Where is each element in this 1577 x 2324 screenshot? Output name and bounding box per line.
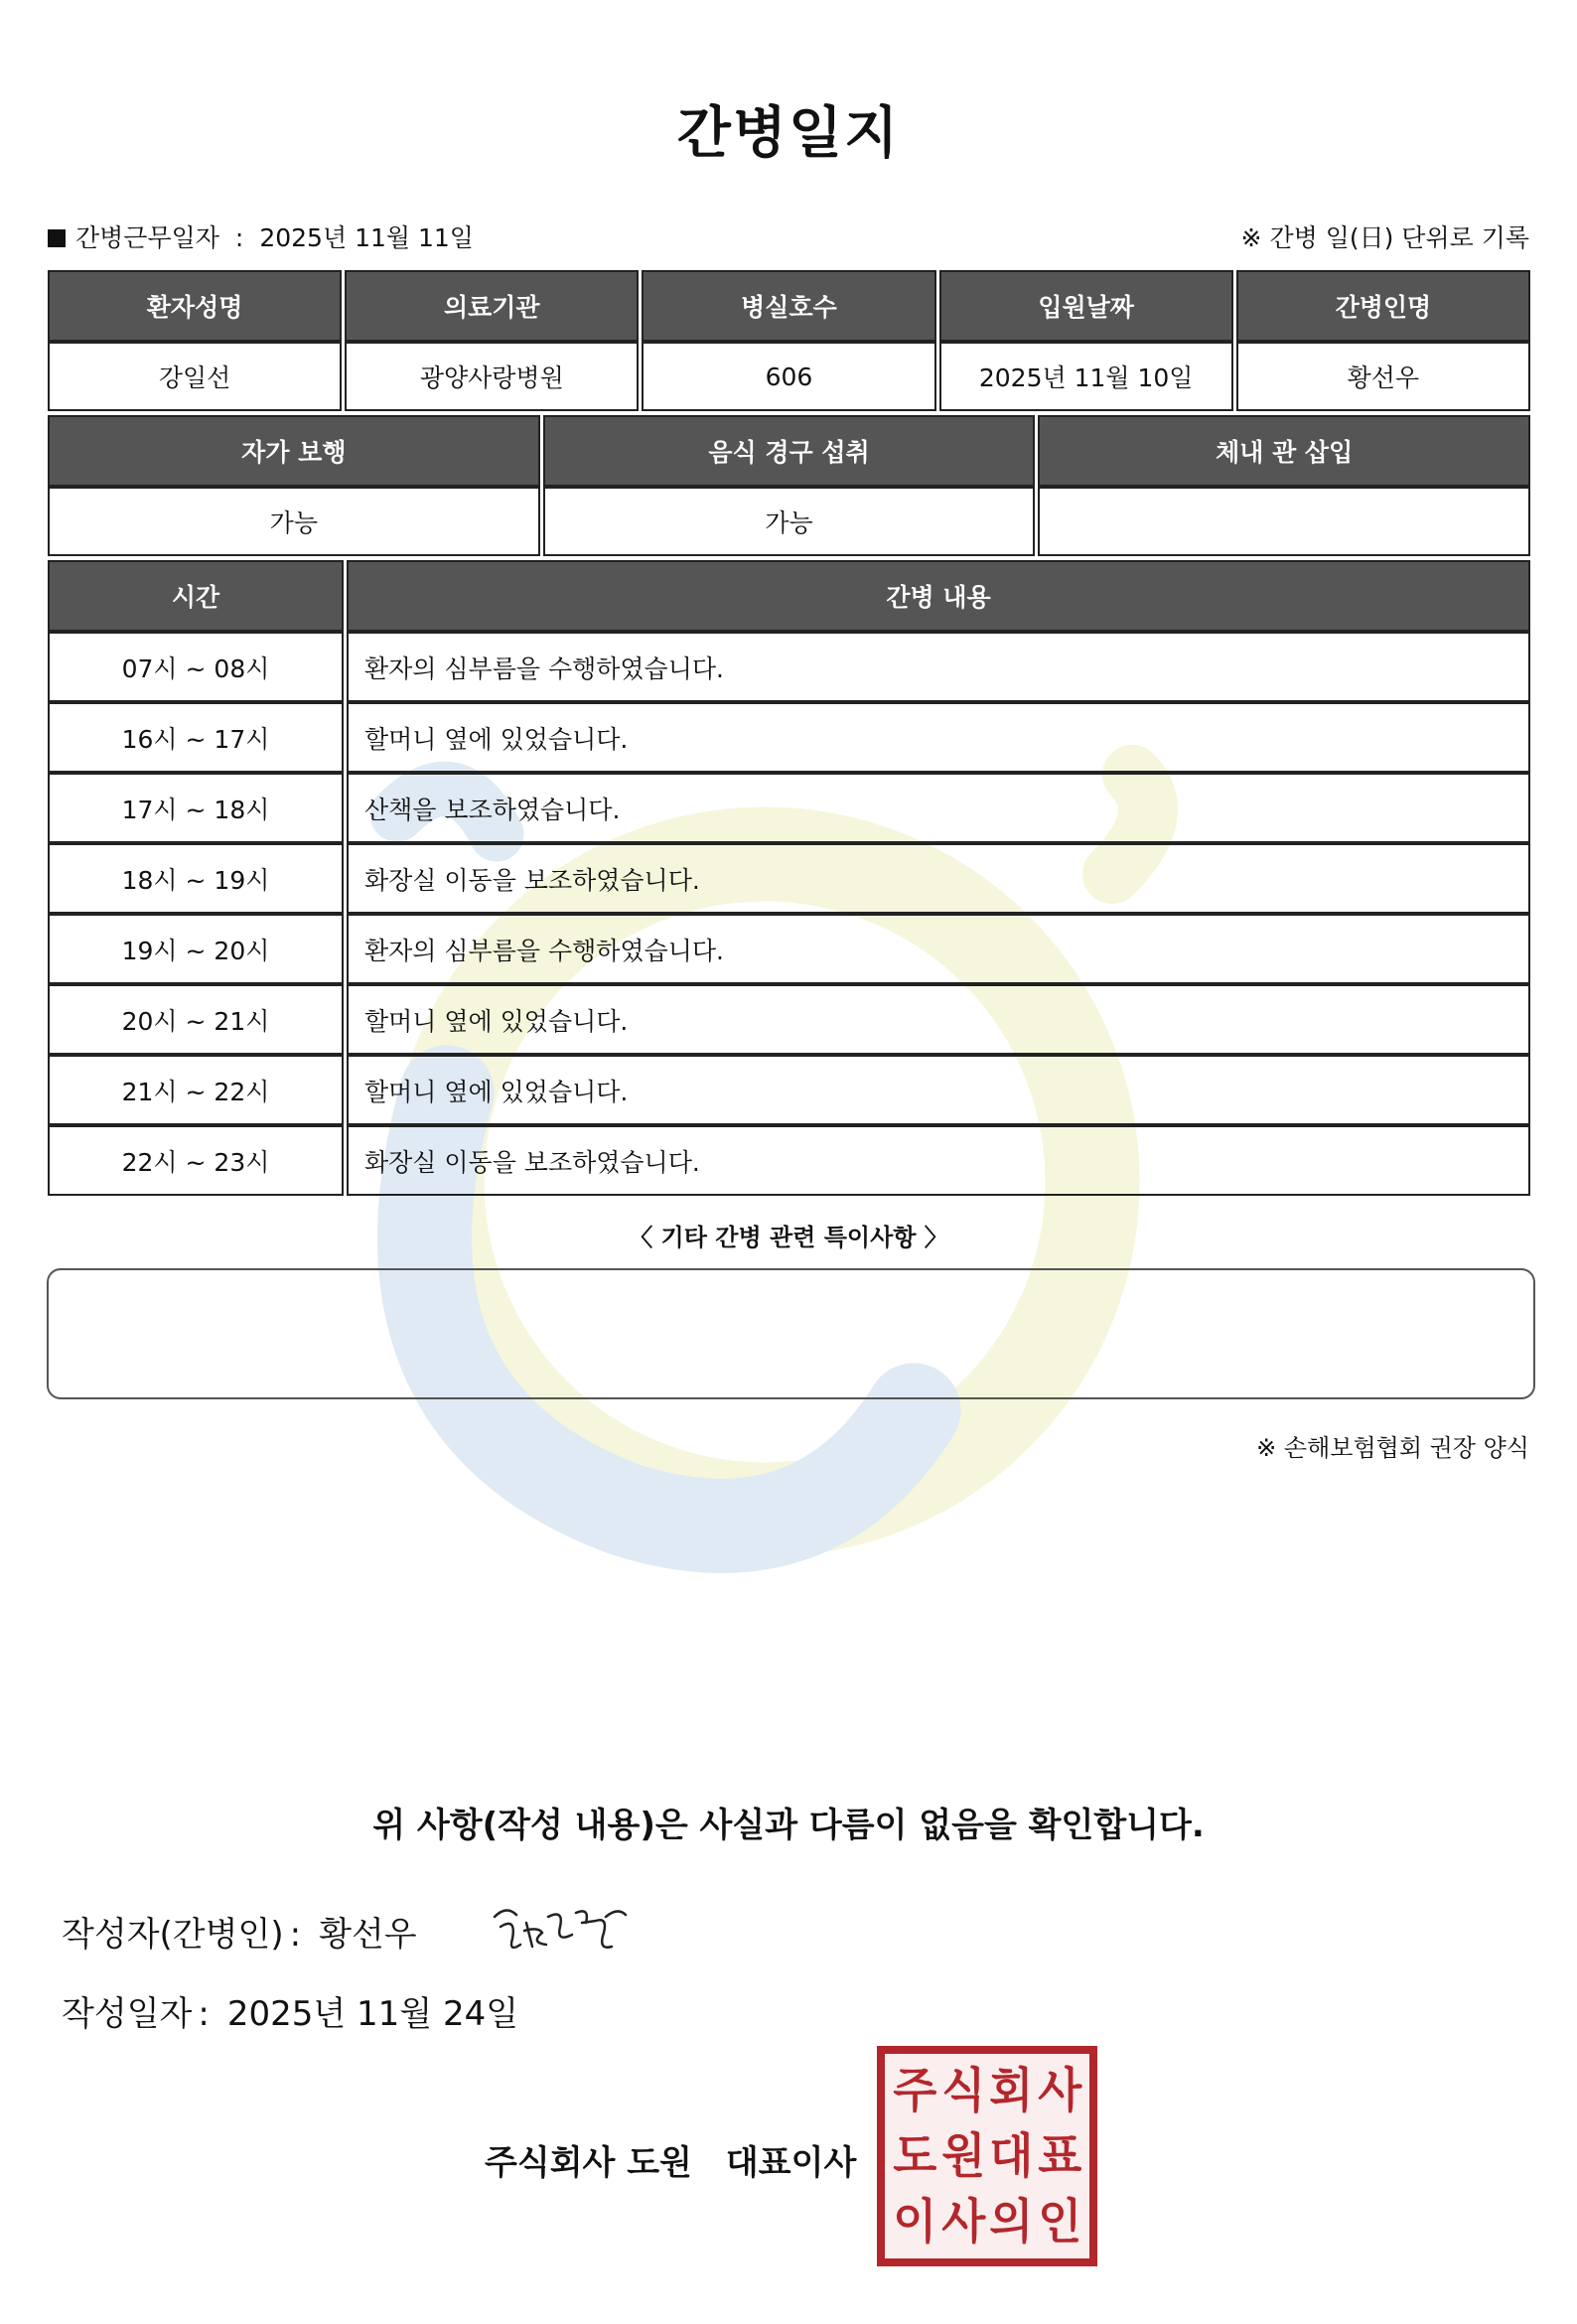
room-number: 606: [642, 342, 935, 411]
work-date-colon: :: [234, 223, 244, 252]
company-title: 대표이사: [725, 2143, 857, 2183]
seal-character: 사: [1037, 2063, 1081, 2118]
log-content: 환자의 심부름을 수행하였습니다.: [347, 632, 1530, 702]
log-time: 18시 ~ 19시: [48, 843, 344, 914]
header-oral-intake: 음식 경구 섭취: [543, 415, 1036, 487]
work-date-value: 2025년 11월 11일: [259, 223, 474, 252]
company-line: [485, 2135, 856, 2184]
header-admission-date: 입원날짜: [939, 270, 1233, 342]
association-note: ※ 손해보험협회 권장 양식: [1256, 1434, 1529, 1462]
log-time: 16시 ~ 17시: [48, 702, 344, 773]
header-tube-insertion: 체내 관 삽입: [1038, 415, 1530, 487]
table-row: [48, 914, 1530, 984]
log-content: 화장실 이동을 보조하였습니다.: [347, 1125, 1530, 1196]
seal-character: 사: [940, 2194, 985, 2250]
log-content: 화장실 이동을 보조하였습니다.: [347, 843, 1530, 914]
unit-note: ※ 간병 일(日) 단위로 기록: [1240, 223, 1529, 252]
seal-character: 대: [989, 2128, 1034, 2184]
document-title: 간병일지: [676, 101, 901, 166]
self-walking-value: 가능: [48, 487, 540, 556]
log-time: 19시 ~ 20시: [48, 914, 344, 984]
log-time: 21시 ~ 22시: [48, 1055, 344, 1125]
seal-character: 회: [989, 2063, 1034, 2118]
square-bullet-icon: [48, 229, 66, 247]
tube-insertion-value: [1038, 487, 1530, 556]
oral-intake-value: 가능: [543, 487, 1036, 556]
work-date-label: 간병근무일자: [75, 223, 219, 252]
table-row: [48, 1125, 1530, 1196]
header-room-number: 병실호수: [642, 270, 935, 342]
header-care-content: 간병 내용: [347, 560, 1530, 632]
log-time: 22시 ~ 23시: [48, 1125, 344, 1196]
table-row: [48, 1055, 1530, 1125]
company-seal-stamp: [877, 2046, 1097, 2266]
log-content: 환자의 심부름을 수행하였습니다.: [347, 914, 1530, 984]
table-row: [48, 632, 1530, 702]
header-self-walking: 자가 보행: [48, 415, 540, 487]
log-time: 20시 ~ 21시: [48, 984, 344, 1055]
write-date-value: 2025년 11월 24일: [226, 1994, 519, 2034]
patient-status-table: [45, 415, 1533, 556]
seal-character: 이: [893, 2194, 937, 2250]
write-date-colon: :: [198, 1994, 210, 2034]
seal-character: 원: [940, 2128, 985, 2184]
admission-date: 2025년 11월 10일: [939, 342, 1233, 411]
write-date-line: [62, 1986, 518, 2035]
header-caregiver-name: 간병인명: [1236, 270, 1530, 342]
seal-character: 인: [1037, 2194, 1081, 2250]
care-log-table: [45, 560, 1533, 1196]
write-date-label: 작성일자: [62, 1994, 193, 2034]
writer-colon: :: [289, 1915, 302, 1955]
log-time: 17시 ~ 18시: [48, 773, 344, 843]
special-notes-label: 〈 기타 간병 관련 특이사항 〉: [629, 1224, 948, 1251]
log-time: 07시 ~ 08시: [48, 632, 344, 702]
table-row: [48, 702, 1530, 773]
seal-character: 의: [989, 2194, 1034, 2250]
work-date: [48, 218, 474, 254]
seal-character: 도: [893, 2128, 937, 2184]
seal-characters: [891, 2058, 1083, 2254]
handwritten-signature: [487, 1887, 636, 1966]
patient-info-table: [45, 270, 1533, 411]
confirmation-statement: 위 사항(작성 내용)은 사실과 다름이 없음을 확인합니다.: [372, 1806, 1205, 1845]
log-content: 산책을 보조하였습니다.: [347, 773, 1530, 843]
log-content: 할머니 옆에 있었습니다.: [347, 984, 1530, 1055]
seal-character: 식: [940, 2063, 985, 2118]
header-patient-name: 환자성명: [48, 270, 342, 342]
table-row: [48, 843, 1530, 914]
seal-character: 주: [893, 2063, 937, 2118]
caregiver-name: 황선우: [1236, 342, 1530, 411]
patient-name: 강일선: [48, 342, 342, 411]
header-time: 시간: [48, 560, 344, 632]
header-hospital: 의료기관: [345, 270, 639, 342]
hospital-name: 광양사랑병원: [345, 342, 639, 411]
table-row: [48, 773, 1530, 843]
table-row: [48, 984, 1530, 1055]
writer-name: 황선우: [319, 1915, 417, 1955]
seal-character: 표: [1037, 2128, 1081, 2184]
log-content: 할머니 옆에 있었습니다.: [347, 1055, 1530, 1125]
special-notes-box: [47, 1268, 1535, 1399]
writer-label: 작성자(간병인): [62, 1915, 284, 1955]
writer-line: [62, 1907, 417, 1956]
log-content: 할머니 옆에 있었습니다.: [347, 702, 1530, 773]
company-name: 주식회사 도원: [485, 2143, 692, 2183]
